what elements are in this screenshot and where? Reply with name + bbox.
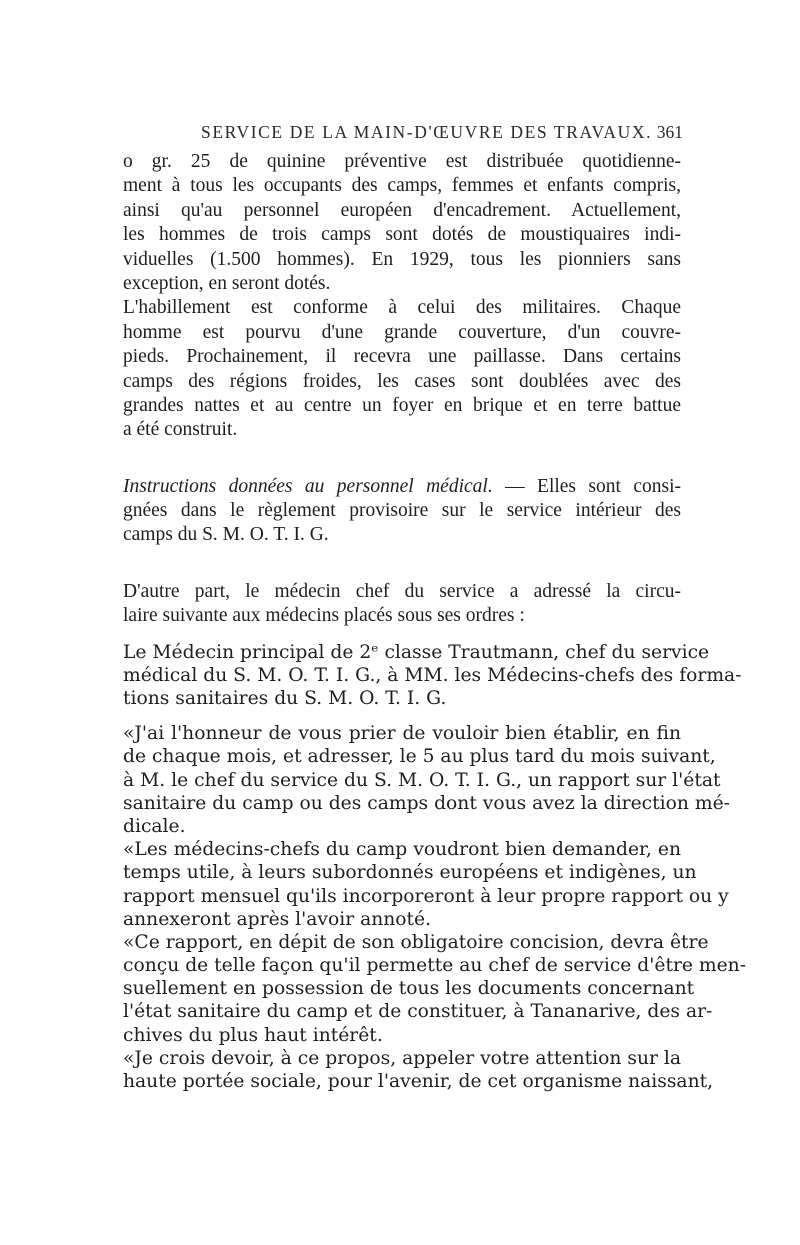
text-line: «J'ai l'honneur de vous prier de vouloir bien établir, en fin <box>123 723 681 745</box>
section-heading: Instructions données au personnel médical. <box>123 475 493 497</box>
page-body <box>123 150 747 1093</box>
text-line: camps du S. M. O. T. I. G. <box>123 524 329 546</box>
text-line: L'habillement est conforme à celui des militaires. Chaque <box>123 297 681 319</box>
circular-letter <box>123 641 747 1094</box>
spacer <box>123 443 681 475</box>
text-line: gnées dans le règlement provisoire sur le service intérieur des <box>123 500 681 522</box>
text-line: a été construit. <box>123 419 238 441</box>
paragraph-instructions <box>123 475 681 548</box>
spacer <box>123 629 681 641</box>
text-line: ment à tous les occupants des camps, femmes et enfants compris, <box>123 175 681 197</box>
spacer <box>123 710 681 722</box>
text-line: «Les médecins-chefs du camp voudront bien demander, en <box>123 839 681 861</box>
text-line: «Ce rapport, en dépit de son obligatoire concision, devra être <box>123 931 709 953</box>
running-title: SERVICE DE LA MAIN-D'ŒUVRE DES TRAVAUX. <box>201 122 653 142</box>
text-line: ainsi qu'au personnel européen d'encadrement. Actuellement, <box>123 199 681 221</box>
text-line: dicale. <box>123 815 186 837</box>
text-line: o gr. 25 de quinine préventive est distribuée quotidienne- <box>123 151 681 172</box>
text-line: annexeront après l'avoir annoté. <box>123 908 432 930</box>
text-line: homme est pourvu d'une grande couverture, d'un couvre- <box>123 321 681 343</box>
text-line: camps des régions froides, les cases sont doublées avec des <box>123 370 681 392</box>
paragraph-portee-sociale <box>123 1047 714 1093</box>
paragraph-address <box>123 641 742 711</box>
text-fragment: — Elles sont consi- <box>492 475 682 497</box>
text-line: de chaque mois, et adresser, le 5 au plus tard du mois suivant, <box>123 746 716 768</box>
text-line: l'état sanitaire du camp et de constituer, à Tananarive, des ar- <box>123 1001 713 1023</box>
text-line: suellement en possession de tous les documents concernant <box>123 978 695 1000</box>
text-line: D'autre part, le médecin chef du service a adressé la circu- <box>123 580 681 602</box>
text-line: «Je crois devoir, à ce propos, appeler votre attention sur la <box>123 1047 681 1069</box>
paragraph-medecins-chefs <box>123 838 729 931</box>
text-line: tions sanitaires du S. M. O. T. I. G. <box>123 688 447 710</box>
text-line: exception, en seront dotés. <box>123 272 331 294</box>
text-line: les hommes de trois camps sont dotés de moustiquaires indi- <box>123 224 681 246</box>
text-line: à M. le chef du service du S. M. O. T. I. G., un rapport sur l'état <box>123 769 721 791</box>
text-line: sanitaire du camp ou des camps dont vous avez la direction mé- <box>123 792 730 814</box>
text-line: médical du S. M. O. T. I. G., à MM. les Médecins-chefs des forma- <box>123 664 742 686</box>
text-line: chives du plus haut intérêt. <box>123 1024 383 1046</box>
text-line: rapport mensuel qu'ils incorporeront à leur propre rapport ou y <box>123 885 729 907</box>
text-line: viduelles (1.500 hommes). En 1929, tous les pionniers sans <box>123 248 681 270</box>
text-line: conçu de telle façon qu'il permette au chef de service d'être men- <box>123 955 747 977</box>
spacer <box>123 548 681 580</box>
running-header <box>123 118 683 148</box>
text-line: grandes nattes et au centre un foyer en brique et en terre battue <box>123 394 681 416</box>
text-line: laire suivante aux médecins placés sous ses ordres : <box>123 605 525 627</box>
text-line: pieds. Prochainement, il recevra une paillasse. Dans certains <box>123 346 681 368</box>
text-line: temps utile, à leurs subordonnés européens et indigènes, un <box>123 862 697 884</box>
paragraph-quinine <box>123 150 681 296</box>
page-number: 361 <box>656 122 683 142</box>
text-line <box>123 475 681 499</box>
paragraph-rapport <box>123 722 730 838</box>
text-line: haute portée sociale, pour l'avenir, de cet organisme naissant, <box>123 1071 714 1093</box>
paragraph-habillement <box>123 296 681 442</box>
paragraph-circulaire-intro <box>123 580 681 629</box>
text-line: Le Médecin principal de 2ᵉ classe Trautmann, chef du service <box>123 641 710 663</box>
paragraph-concision <box>123 931 747 1047</box>
